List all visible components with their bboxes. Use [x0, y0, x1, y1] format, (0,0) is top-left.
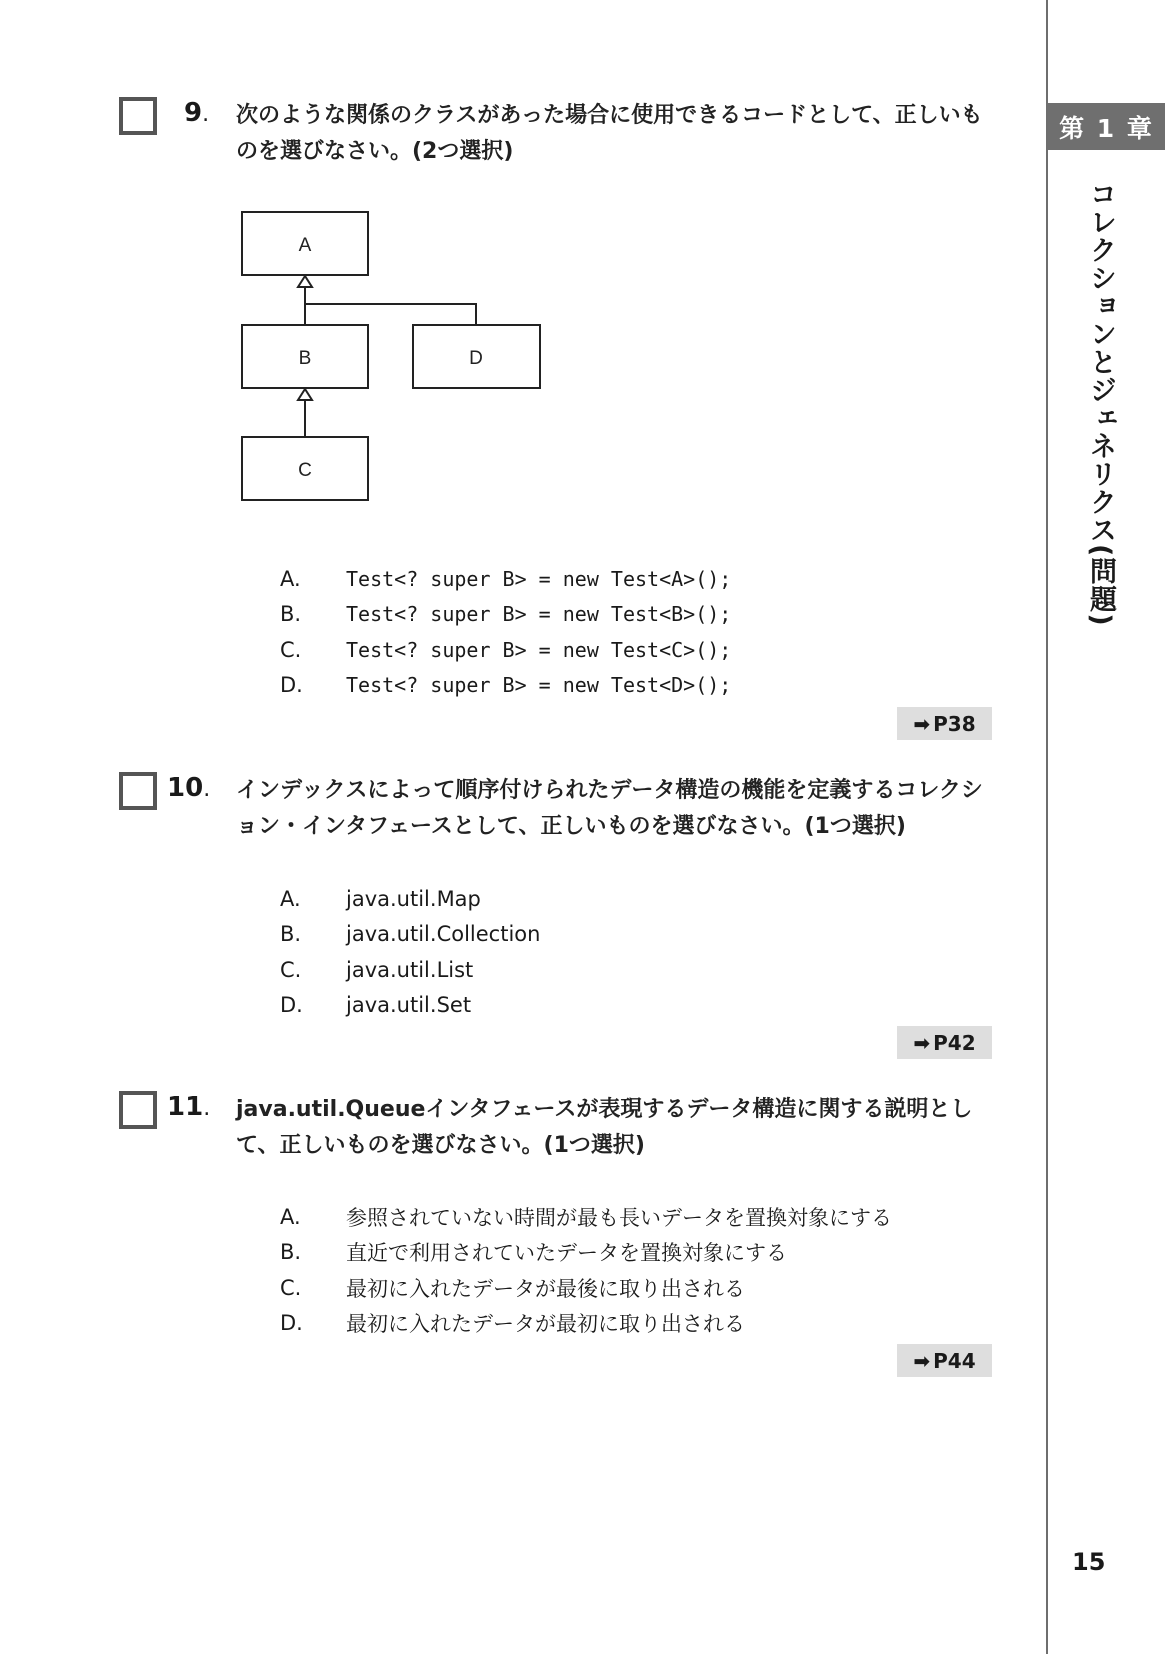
choice-text: Test<? super B> = new Test<A>();	[346, 566, 732, 591]
choice-letter: B.	[280, 602, 302, 627]
choice-letter: B.	[280, 1240, 302, 1265]
choice-text: java.util.Set	[346, 993, 472, 1018]
choice-item[interactable]	[280, 1270, 892, 1306]
question-9-text: 次のような関係のクラスがあった場合に使用できるコードとして、正しいものを選びなさい。(2つ選択)	[236, 103, 983, 164]
question-9-choices	[280, 561, 731, 703]
choice-text: java.util.Map	[346, 886, 481, 911]
chapter-tab: 第 1 章	[1048, 103, 1165, 150]
question-10-choices	[280, 881, 540, 1023]
question-10-text: インデックスによって順序付けられたデータ構造の機能を定義するコレクション・インタフェースとして、正しいものを選びなさい。(1つ選択)	[236, 778, 983, 839]
choice-item[interactable]	[280, 952, 540, 988]
choice-text: 直近で利用されていたデータを置換対象にする	[346, 1241, 787, 1266]
choice-letter: C.	[280, 1275, 302, 1300]
class-label-c: C	[298, 460, 312, 481]
choice-letter: A.	[280, 886, 301, 911]
right-arrow-icon: ➡	[913, 1348, 931, 1373]
question-11-checkbox[interactable]	[119, 1091, 157, 1129]
choice-item[interactable]	[280, 561, 731, 597]
choice-letter: C.	[280, 957, 302, 982]
choice-text: java.util.List	[346, 957, 474, 982]
choice-text: 参照されていない時間が最も長いデータを置換対象にする	[346, 1205, 892, 1230]
choice-letter: D.	[280, 993, 303, 1018]
arrowhead-a	[298, 276, 312, 287]
class-label-b: B	[298, 348, 312, 369]
question-11-number: 11.	[167, 1092, 211, 1122]
question-11-choices	[280, 1199, 892, 1341]
page-number: 15	[1072, 1548, 1106, 1576]
choice-text: 最初に入れたデータが最後に取り出される	[346, 1276, 745, 1301]
answer-ref-link[interactable]: ➡ P38	[897, 707, 992, 740]
right-arrow-icon: ➡	[913, 1030, 931, 1055]
answer-ref-link[interactable]: ➡ P42	[897, 1026, 992, 1059]
choice-letter: D.	[280, 673, 303, 698]
class-label-a: A	[298, 235, 312, 256]
choice-letter: C.	[280, 637, 302, 662]
relation-d-a	[305, 304, 476, 325]
choice-item[interactable]	[280, 1199, 892, 1235]
class-diagram	[0, 0, 560, 520]
choice-item[interactable]	[280, 988, 540, 1024]
sidebar-divider	[1046, 0, 1048, 1654]
choice-item[interactable]	[280, 1306, 892, 1342]
choice-letter: A.	[280, 566, 301, 591]
choice-text: Test<? super B> = new Test<D>();	[346, 673, 732, 698]
chapter-title: コレクションとジェネリクス(問題)	[1085, 180, 1116, 627]
choice-letter: A.	[280, 1204, 301, 1229]
question-11-text: java.util.Queueインタフェースが表現するデータ構造に関する説明として、正しいものを選びなさい。(1つ選択)	[236, 1097, 973, 1158]
arrowhead-b	[298, 389, 312, 400]
choice-item[interactable]	[280, 668, 731, 704]
choice-text: 最初に入れたデータが最初に取り出される	[346, 1312, 745, 1337]
answer-ref-link[interactable]: ➡ P44	[897, 1344, 992, 1377]
choice-text: Test<? super B> = new Test<B>();	[346, 602, 732, 627]
choice-item[interactable]	[280, 917, 540, 953]
choice-letter: B.	[280, 922, 302, 947]
question-10-number: 10.	[167, 773, 211, 803]
choice-item[interactable]	[280, 597, 731, 633]
choice-item[interactable]	[280, 632, 731, 668]
class-label-d: D	[469, 348, 483, 369]
choice-letter: D.	[280, 1311, 303, 1336]
choice-item[interactable]	[280, 1235, 892, 1271]
question-9-number: 9.	[184, 98, 210, 128]
choice-text: Test<? super B> = new Test<C>();	[346, 637, 732, 662]
choice-item[interactable]	[280, 881, 540, 917]
right-arrow-icon: ➡	[913, 711, 931, 736]
choice-text: java.util.Collection	[346, 922, 541, 947]
question-10-checkbox[interactable]	[119, 772, 157, 810]
